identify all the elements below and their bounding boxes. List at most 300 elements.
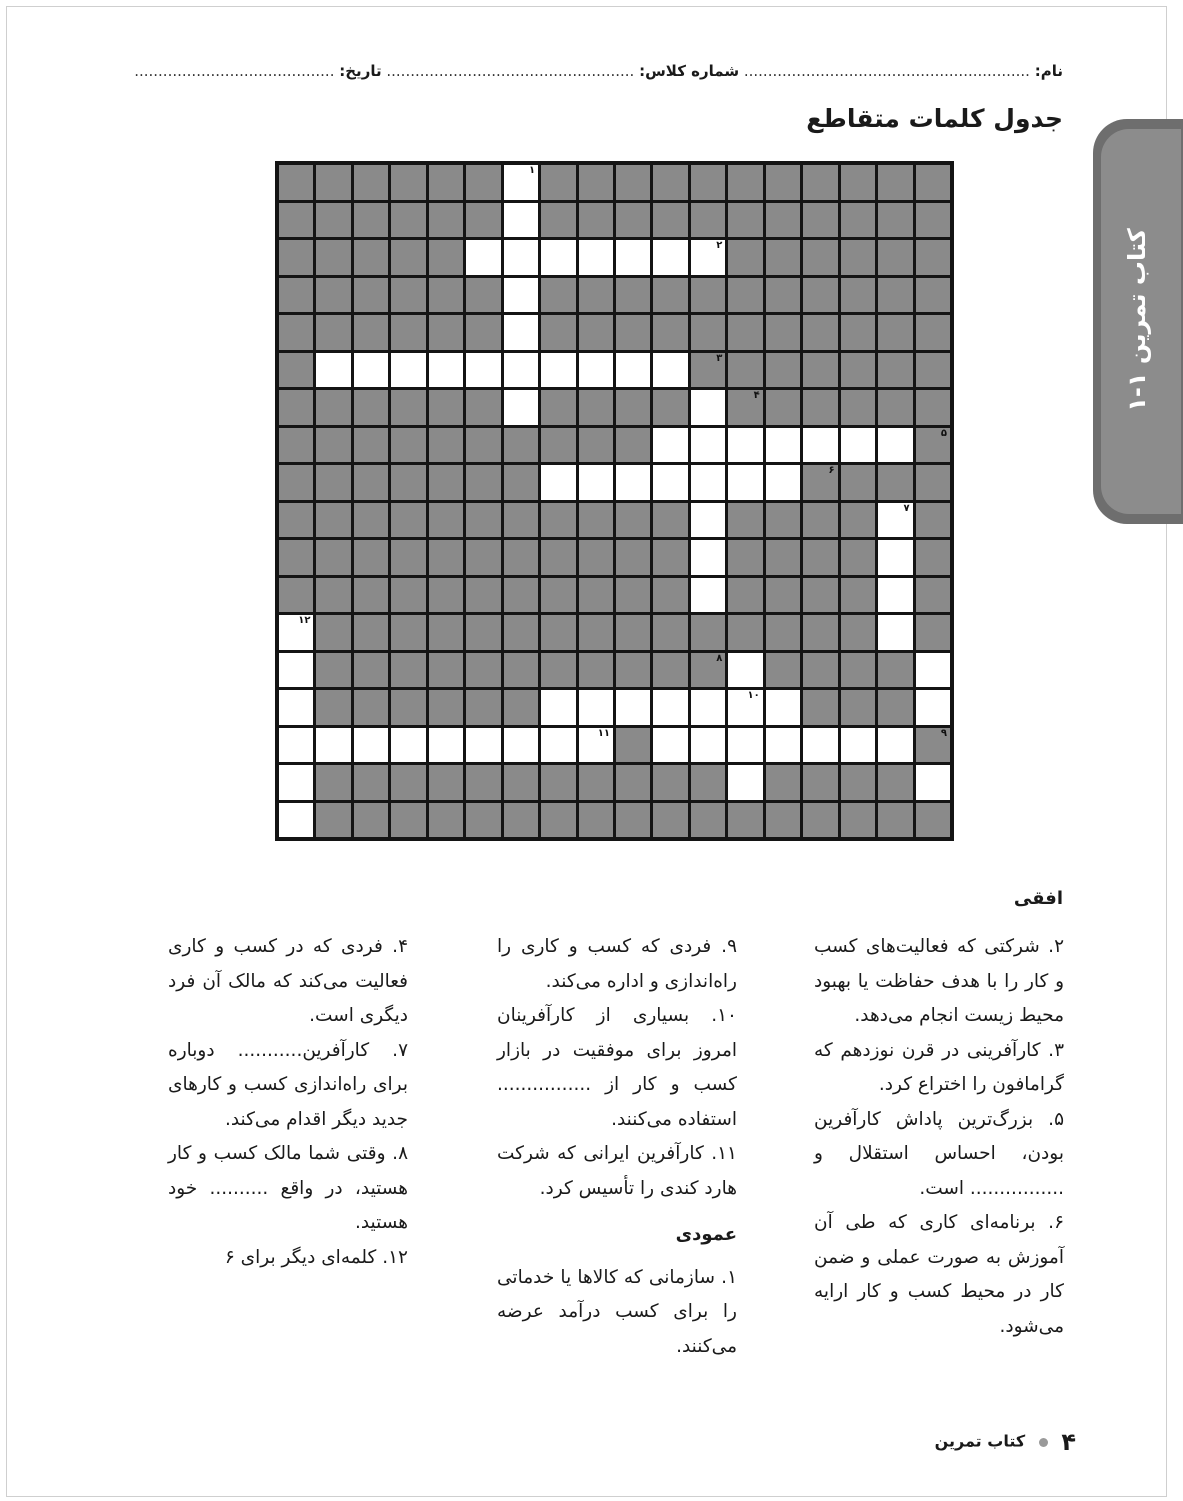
crossword-letter-cell[interactable] (653, 240, 687, 275)
page-title: جدول کلمات متقاطع (806, 104, 1063, 133)
crossword-block-cell (541, 540, 575, 575)
clue-text: ۱۲. کلمه‌ای دیگر برای ۶ (224, 1246, 408, 1268)
crossword-letter-cell[interactable] (691, 540, 725, 575)
name-field: ............................................................ (743, 62, 1030, 80)
crossword-block-cell (841, 540, 875, 575)
crossword-block-cell (541, 428, 575, 463)
crossword-block-cell (391, 165, 425, 200)
crossword-block-cell (316, 765, 350, 800)
crossword-block-cell (541, 278, 575, 313)
crossword-letter-cell[interactable] (878, 728, 912, 763)
clue-text: ۱۰. بسیاری از کارآفرینان امروز برای موفقیت در بازار کسب و کار از ................ استفاده می‌کنند. (497, 1005, 737, 1130)
crossword-block-cell (354, 390, 388, 425)
crossword-block-cell (466, 503, 500, 538)
crossword-block-cell (766, 315, 800, 350)
crossword-block-cell (616, 728, 650, 763)
crossword-block-cell (279, 390, 313, 425)
crossword-block-cell (429, 578, 463, 613)
clue-number: ۱۰ (747, 690, 760, 701)
crossword-block-cell (316, 503, 350, 538)
crossword-block-cell (579, 203, 613, 238)
crossword-letter-cell[interactable] (766, 690, 800, 725)
crossword-letter-cell[interactable] (504, 315, 538, 350)
crossword-block-cell (504, 653, 538, 688)
crossword-block-cell (653, 315, 687, 350)
crossword-block-cell (878, 203, 912, 238)
crossword-letter-cell[interactable] (691, 465, 725, 500)
crossword-letter-cell[interactable] (466, 353, 500, 388)
crossword-block-cell (766, 278, 800, 313)
crossword-letter-cell[interactable] (579, 240, 613, 275)
crossword-block-cell (916, 503, 950, 538)
page-number: ۴ (1061, 1428, 1076, 1456)
crossword-letter-cell[interactable] (766, 428, 800, 463)
crossword-block-cell (728, 240, 762, 275)
clue-number: ۱۱ (597, 727, 610, 739)
clue-number: ۲ (716, 240, 723, 251)
crossword-block-cell (653, 540, 687, 575)
crossword-block-cell (504, 765, 538, 800)
student-info-line (134, 62, 1063, 80)
crossword-block-cell (579, 278, 613, 313)
crossword-block-cell (279, 540, 313, 575)
crossword-block-cell (916, 540, 950, 575)
crossword-block-cell (429, 615, 463, 650)
crossword-block-cell (653, 578, 687, 613)
crossword-block-cell (316, 578, 350, 613)
crossword-letter-cell[interactable] (691, 240, 725, 275)
crossword-block-cell (429, 653, 463, 688)
crossword-block-cell (878, 315, 912, 350)
crossword-block-cell (841, 278, 875, 313)
clue-text: ۳. کارآفرینی در قرن نوزدهم که گرامافون را اختراع کرد. (814, 1039, 1064, 1095)
crossword-block-cell (803, 165, 837, 200)
crossword-block-cell (766, 803, 800, 838)
crossword-block-cell (504, 803, 538, 838)
crossword-block-cell (916, 203, 950, 238)
crossword-letter-cell[interactable] (691, 728, 725, 763)
crossword-block-cell (391, 578, 425, 613)
crossword-block-cell (504, 503, 538, 538)
clue-text: ۱۱. کارآفرین ایرانی که شرکت هارد کندی را تأسیس کرد. (497, 1143, 737, 1199)
crossword-letter-cell[interactable] (579, 465, 613, 500)
crossword-block-cell (466, 465, 500, 500)
crossword-block-cell (878, 465, 912, 500)
crossword-letter-cell[interactable] (916, 765, 950, 800)
crossword-block-cell (391, 315, 425, 350)
crossword-letter-cell[interactable] (541, 240, 575, 275)
crossword-block-cell (878, 765, 912, 800)
crossword-letter-cell[interactable] (504, 728, 538, 763)
clue-number: ۶ (828, 465, 835, 476)
crossword-letter-cell[interactable] (803, 728, 837, 763)
crossword-letter-cell[interactable] (616, 690, 650, 725)
crossword-letter-cell[interactable] (691, 690, 725, 725)
crossword-block-cell (279, 203, 313, 238)
crossword-block-cell (466, 165, 500, 200)
crossword-block-cell (878, 240, 912, 275)
crossword-block-cell (391, 803, 425, 838)
crossword-block-cell (616, 540, 650, 575)
crossword-block-cell (616, 803, 650, 838)
crossword-block-cell (316, 465, 350, 500)
clue-text: ۷. کارآفرین........... دوباره برای راه‌اندازی کسب و کارهای جدید دیگر اقدام می‌کند. (168, 1039, 408, 1130)
crossword-letter-cell[interactable] (653, 428, 687, 463)
clues-column-middle (497, 930, 737, 1364)
down-heading: عمودی (675, 1224, 737, 1245)
crossword-block-cell (391, 540, 425, 575)
crossword-block-cell (728, 353, 762, 388)
crossword-letter-cell[interactable] (466, 728, 500, 763)
crossword-block-cell (803, 390, 837, 425)
crossword-block-cell (579, 503, 613, 538)
crossword-block-cell (541, 315, 575, 350)
crossword-block-cell (429, 203, 463, 238)
crossword-letter-cell[interactable] (504, 165, 538, 200)
crossword-block-cell (766, 765, 800, 800)
crossword-block-cell (579, 615, 613, 650)
crossword-letter-cell[interactable] (504, 353, 538, 388)
crossword-block-cell (579, 165, 613, 200)
crossword-letter-cell[interactable] (803, 428, 837, 463)
crossword-block-cell (841, 653, 875, 688)
crossword-letter-cell[interactable] (504, 203, 538, 238)
crossword-block-cell (841, 315, 875, 350)
crossword-block-cell (579, 540, 613, 575)
crossword-block-cell (728, 278, 762, 313)
crossword-block-cell (354, 765, 388, 800)
clue-number: ۱۲ (298, 615, 311, 626)
crossword-letter-cell[interactable] (541, 690, 575, 725)
crossword-block-cell (916, 353, 950, 388)
crossword-block-cell (316, 653, 350, 688)
crossword-letter-cell[interactable] (878, 578, 912, 613)
crossword-letter-cell[interactable] (504, 390, 538, 425)
crossword-letter-cell[interactable] (878, 428, 912, 463)
crossword-block-cell (429, 765, 463, 800)
crossword-block-cell (429, 278, 463, 313)
crossword-block-cell (878, 165, 912, 200)
crossword-letter-cell[interactable] (878, 615, 912, 650)
crossword-block-cell (766, 203, 800, 238)
crossword-block-cell (803, 578, 837, 613)
crossword-block-cell (504, 690, 538, 725)
crossword-block-cell (841, 165, 875, 200)
crossword-block-cell (916, 390, 950, 425)
crossword-block-cell (541, 390, 575, 425)
crossword-block-cell (691, 765, 725, 800)
crossword-block-cell (391, 278, 425, 313)
crossword-block-cell (316, 278, 350, 313)
crossword-block-cell (541, 615, 575, 650)
footer-book-title: کتاب تمرین (934, 1431, 1026, 1451)
crossword-block-cell (878, 653, 912, 688)
crossword-block-cell (803, 615, 837, 650)
crossword-block-cell (728, 203, 762, 238)
crossword-letter-cell[interactable] (916, 690, 950, 725)
crossword-letter-cell[interactable] (841, 428, 875, 463)
crossword-block-cell (316, 240, 350, 275)
crossword-letter-cell[interactable] (878, 540, 912, 575)
crossword-letter-cell[interactable] (653, 465, 687, 500)
crossword-block-cell (691, 203, 725, 238)
crossword-letter-cell[interactable] (391, 353, 425, 388)
crossword-letter-cell[interactable] (728, 765, 762, 800)
crossword-block-cell (354, 615, 388, 650)
crossword-letter-cell[interactable] (279, 765, 313, 800)
crossword-letter-cell[interactable] (728, 465, 762, 500)
crossword-block-cell (391, 765, 425, 800)
crossword-block-cell (803, 203, 837, 238)
crossword-letter-cell[interactable] (279, 615, 313, 650)
middle-down-clues (497, 1261, 737, 1365)
crossword-block-cell (504, 428, 538, 463)
crossword-block-cell (691, 278, 725, 313)
crossword-block-cell (466, 803, 500, 838)
crossword-letter-cell[interactable] (728, 428, 762, 463)
crossword-block-cell (316, 690, 350, 725)
crossword-block-cell (803, 240, 837, 275)
crossword-block-cell (429, 465, 463, 500)
crossword-block-cell (653, 803, 687, 838)
crossword-block-cell (916, 465, 950, 500)
crossword-block-cell (766, 540, 800, 575)
crossword-block-cell (541, 765, 575, 800)
crossword-letter-cell[interactable] (691, 390, 725, 425)
middle-across-clues (497, 930, 737, 1206)
crossword-block-cell (466, 315, 500, 350)
crossword-letter-cell[interactable] (653, 353, 687, 388)
crossword-letter-cell[interactable] (279, 803, 313, 838)
crossword-block-cell (616, 315, 650, 350)
crossword-block-cell (466, 653, 500, 688)
crossword-block-cell (466, 615, 500, 650)
crossword-block-cell (466, 390, 500, 425)
crossword-block-cell (728, 503, 762, 538)
crossword-block-cell (916, 240, 950, 275)
crossword-letter-cell[interactable] (354, 353, 388, 388)
crossword-block-cell (354, 240, 388, 275)
crossword-block-cell (616, 578, 650, 613)
crossword-block-cell (616, 165, 650, 200)
crossword-block-cell (429, 315, 463, 350)
clue-number: ۵ (940, 427, 947, 439)
crossword-block-cell (391, 690, 425, 725)
crossword-block-cell (841, 803, 875, 838)
crossword-block-cell (766, 653, 800, 688)
crossword-letter-cell[interactable] (616, 240, 650, 275)
crossword-grid (275, 161, 954, 841)
crossword-block-cell (728, 165, 762, 200)
crossword-block-cell (279, 503, 313, 538)
crossword-block-cell (504, 465, 538, 500)
crossword-block-cell (354, 315, 388, 350)
crossword-block-cell (541, 165, 575, 200)
crossword-block-cell (429, 428, 463, 463)
crossword-block-cell (279, 278, 313, 313)
crossword-letter-cell[interactable] (766, 728, 800, 763)
crossword-letter-cell[interactable] (504, 240, 538, 275)
crossword-letter-cell[interactable] (316, 728, 350, 763)
crossword-block-cell (841, 465, 875, 500)
crossword-letter-cell[interactable] (841, 728, 875, 763)
crossword-letter-cell[interactable] (541, 353, 575, 388)
date-field: .......................................... (134, 62, 335, 80)
crossword-letter-cell[interactable] (391, 728, 425, 763)
crossword-block-cell (803, 690, 837, 725)
crossword-letter-cell[interactable] (466, 240, 500, 275)
clue-text: ۱. سازمانی که کالاها یا خدماتی را برای کسب درآمد عرضه می‌کنند. (497, 1266, 737, 1357)
crossword-block-cell (466, 278, 500, 313)
crossword-block-cell (429, 240, 463, 275)
crossword-block-cell (766, 578, 800, 613)
crossword-block-cell (803, 540, 837, 575)
crossword-block-cell (429, 390, 463, 425)
class-number-label: شماره کلاس: (639, 62, 740, 80)
clue-text: ۸. وقتی شما مالک کسب و کار هستید، در واقع .......... خود هستید. (168, 1143, 408, 1233)
crossword-block-cell (429, 503, 463, 538)
crossword-letter-cell[interactable] (691, 428, 725, 463)
crossword-letter-cell[interactable] (316, 353, 350, 388)
crossword-letter-cell[interactable] (279, 653, 313, 688)
crossword-block-cell (279, 315, 313, 350)
crossword-block-cell (653, 278, 687, 313)
crossword-block-cell (841, 390, 875, 425)
clue-number: ۳ (716, 352, 723, 364)
crossword-letter-cell[interactable] (653, 728, 687, 763)
crossword-letter-cell[interactable] (653, 690, 687, 725)
crossword-letter-cell[interactable] (728, 728, 762, 763)
crossword-block-cell (541, 578, 575, 613)
crossword-block-cell (579, 578, 613, 613)
crossword-block-cell (653, 615, 687, 650)
crossword-letter-cell[interactable] (541, 465, 575, 500)
crossword-letter-cell[interactable] (504, 278, 538, 313)
crossword-block-cell (316, 803, 350, 838)
crossword-block-cell (504, 578, 538, 613)
crossword-block-cell (803, 278, 837, 313)
crossword-block-cell (616, 615, 650, 650)
crossword-block-cell (841, 765, 875, 800)
crossword-block-cell (316, 540, 350, 575)
crossword-block-cell (316, 615, 350, 650)
crossword-block-cell (279, 428, 313, 463)
footer-bullet (1039, 1438, 1048, 1447)
crossword-block-cell (616, 765, 650, 800)
crossword-block-cell (766, 353, 800, 388)
crossword-letter-cell[interactable] (354, 728, 388, 763)
crossword-block-cell (691, 315, 725, 350)
crossword-block-cell (878, 353, 912, 388)
clue-text: ۴. فردی که در کسب و کاری فعالیت می‌کند که مالک آن فرد دیگری است. (168, 936, 408, 1026)
crossword-letter-cell[interactable] (691, 503, 725, 538)
crossword-block-cell (279, 240, 313, 275)
crossword-block-cell (653, 503, 687, 538)
page-footer (935, 1428, 1076, 1456)
name-label: نام: (1034, 62, 1063, 80)
crossword-block-cell (316, 428, 350, 463)
crossword-block-cell (841, 353, 875, 388)
crossword-block-cell (803, 803, 837, 838)
crossword-block-cell (803, 315, 837, 350)
crossword-letter-cell[interactable] (429, 353, 463, 388)
crossword-block-cell (466, 578, 500, 613)
crossword-letter-cell[interactable] (616, 465, 650, 500)
crossword-block-cell (728, 540, 762, 575)
crossword-block-cell (579, 428, 613, 463)
crossword-block-cell (616, 278, 650, 313)
crossword-block-cell (728, 615, 762, 650)
crossword-letter-cell[interactable] (916, 653, 950, 688)
crossword-block-cell (766, 165, 800, 200)
crossword-block-cell (916, 165, 950, 200)
crossword-letter-cell[interactable] (728, 690, 762, 725)
clue-text: ۵. بزرگ‌ترین پاداش کارآفرین بودن، احساس استقلال و ................ است. (814, 1108, 1064, 1199)
crossword-block-cell (616, 390, 650, 425)
crossword-letter-cell[interactable] (579, 353, 613, 388)
crossword-letter-cell[interactable] (878, 503, 912, 538)
crossword-block-cell (354, 503, 388, 538)
crossword-block-cell (391, 390, 425, 425)
crossword-block-cell (504, 615, 538, 650)
crossword-block-cell (579, 803, 613, 838)
crossword-block-cell (728, 578, 762, 613)
crossword-letter-cell[interactable] (279, 728, 313, 763)
clue-number: ۹ (940, 727, 947, 739)
crossword-block-cell (466, 203, 500, 238)
crossword-block-cell (391, 203, 425, 238)
crossword-letter-cell[interactable] (579, 728, 613, 763)
crossword-letter-cell[interactable] (616, 353, 650, 388)
crossword-letter-cell[interactable] (429, 728, 463, 763)
crossword-block-cell (616, 203, 650, 238)
crossword-block-cell (841, 503, 875, 538)
crossword-block-cell (728, 315, 762, 350)
crossword-block-cell (391, 465, 425, 500)
crossword-block-cell (653, 203, 687, 238)
crossword-block-cell (279, 578, 313, 613)
crossword-block-cell (691, 165, 725, 200)
crossword-block-cell (541, 503, 575, 538)
crossword-block-cell (766, 503, 800, 538)
crossword-block-cell (429, 803, 463, 838)
crossword-block-cell (653, 165, 687, 200)
crossword-block-cell (466, 428, 500, 463)
crossword-letter-cell[interactable] (728, 653, 762, 688)
crossword-block-cell (916, 315, 950, 350)
crossword-block-cell (429, 690, 463, 725)
clue-number: ۱ (528, 165, 536, 176)
crossword-letter-cell[interactable] (541, 728, 575, 763)
crossword-letter-cell[interactable] (579, 690, 613, 725)
crossword-block-cell (579, 390, 613, 425)
crossword-block-cell (354, 653, 388, 688)
crossword-letter-cell[interactable] (691, 578, 725, 613)
crossword-letter-cell[interactable] (279, 690, 313, 725)
crossword-block-cell (878, 278, 912, 313)
crossword-block-cell (391, 615, 425, 650)
crossword-block-cell (316, 165, 350, 200)
crossword-block-cell (803, 503, 837, 538)
crossword-block-cell (691, 803, 725, 838)
crossword-block-cell (691, 615, 725, 650)
crossword-block-cell (916, 728, 950, 763)
crossword-block-cell (541, 203, 575, 238)
clue-text: ۹. فردی که کسب و کاری را راه‌اندازی و اداره می‌کند. (497, 936, 737, 992)
crossword-letter-cell[interactable] (766, 465, 800, 500)
crossword-block-cell (766, 240, 800, 275)
crossword-block-cell (841, 615, 875, 650)
